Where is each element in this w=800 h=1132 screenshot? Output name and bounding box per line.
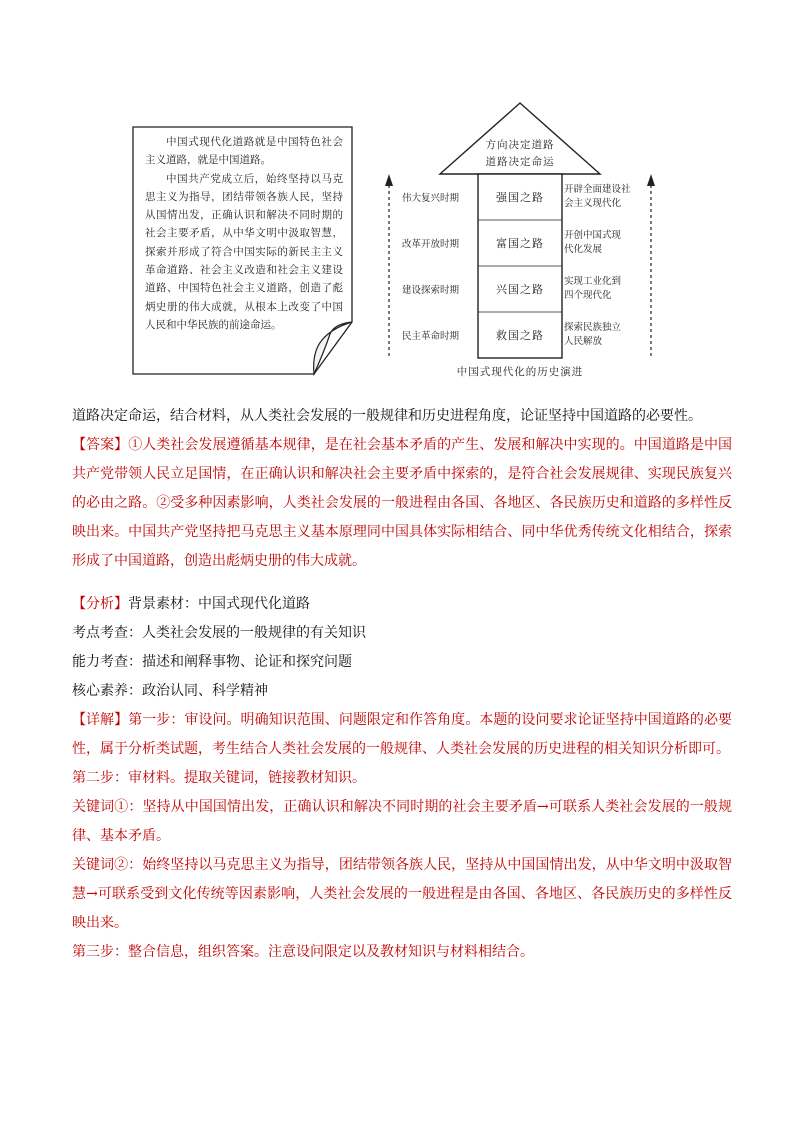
road-label: 强国之路: [496, 191, 544, 204]
goal-label: [564, 275, 644, 303]
analysis-block: [72, 590, 732, 706]
paper-material-text: [145, 133, 343, 334]
detail-keyword1: 关键词①：坚持从中国国情出发，正确认识和解决不同时期的社会主要矛盾→可联系人类社会发展的一般规律、基本矛盾。: [72, 799, 732, 844]
left-arrow-head: [385, 174, 393, 186]
goal-line: 会主义现代化: [564, 198, 622, 209]
analysis-literacy: 核心素养：政治认同、科学精神: [72, 683, 268, 699]
analysis-line: [72, 590, 732, 619]
detail-step2: 第二步：审材料。提取关键词，链接教材知识。: [72, 770, 366, 786]
answer-text: ①人类社会发展遵循基本规律，是在社会基本矛盾的产生、发展和解决中实现的。中国道路是中国共产党带领人民立足国情，在正确认识和解决社会主要矛盾中探索的，是符合社会发展规律、实现民族复兴的必由之路。②受多种因素影响，人类社会发展的一般进程由各国、各地区、各民族历史和道路的多样性反映出来。中国共产党坚持把马克思主义基本原理同中国具体实际相结合、同中华优秀传统文化相结合，探索形成了中国道路，创造出彪炳史册的伟大成就。: [72, 437, 733, 569]
detail-keyword2: 关键词②：始终坚持以马克思主义为指导，团结带领各族人民，坚持从中国国情出发，从中华文明中汲取智慧→可联系受到文化传统等因素影响，人类社会发展的一般进程是由各国、各地区、各民族历史的多样性反映出来。: [72, 857, 732, 931]
goal-line: 人民解放: [564, 336, 603, 347]
roof-line-2: 道路决定命运: [485, 156, 555, 168]
goal-line: 探索民族独立: [564, 322, 622, 333]
detail-step1: [72, 706, 732, 764]
paper-paragraph: 中国式现代化道路就是中国特色社会主义道路，就是中国道路。: [145, 136, 343, 167]
figure-caption: 中国式现代化的历史演进: [456, 366, 584, 378]
goal-line: 代化发展: [564, 244, 603, 255]
detail-step1-text: 第一步：审设问。明确知识范围、问题限定和作答角度。本题的设问要求论证坚持中国道路的必要性，属于分析类试题，考生结合人类社会发展的一般规律、人类社会发展的历史进程的相关知识分析即可。: [72, 712, 733, 757]
question-text: 道路决定命运，结合材料，从人类社会发展的一般规律和历史进程角度，论证坚持中国道路的必要性。: [72, 408, 702, 424]
answer-block: [72, 431, 732, 576]
paper-paragraph: 中国共产党成立后，始终坚持以马克思主义为指导，团结带领各族人民，坚持从国情出发，正确认识和解决不同时期的社会主要矛盾，从中华文明中汲取智慧，探索并形成了符合中国实际的新民主主义革命道路、社会主义改造和社会主义建设道路、中国特色社会主义道路，创造了彪炳史册的伟大成就，从根本上改变了中国人民和中华民族的前途命运。: [145, 172, 343, 331]
period-label: 建设探索时期: [402, 285, 460, 296]
analysis-label: 【分析】: [72, 596, 128, 612]
goal-label: [564, 321, 644, 349]
detail-label: 【详解】: [72, 712, 129, 728]
road-label: 兴国之路: [496, 283, 544, 296]
period-label: 改革开放时期: [402, 239, 460, 250]
period-label: 伟大复兴时期: [402, 193, 460, 204]
goal-line: 开创中国式现: [564, 230, 622, 241]
period-label: 民主革命时期: [402, 331, 460, 342]
road-label: 富国之路: [496, 237, 544, 250]
goal-line: 四个现代化: [564, 290, 612, 301]
analysis-knowledge: 考点考查：人类社会发展的一般规律的有关知识: [72, 625, 366, 641]
goal-label: [564, 229, 644, 257]
roof-line-1: 方向决定道路: [485, 139, 555, 151]
right-arrow-head: [647, 174, 655, 186]
answer-label: 【答案】: [72, 437, 129, 453]
goal-label: [564, 183, 644, 211]
road-label: 救国之路: [496, 329, 544, 342]
goal-line: 实现工业化到: [564, 276, 622, 287]
detail-step3: 第三步：整合信息，组织答案。注意设问限定以及教材知识与材料相结合。: [72, 944, 534, 960]
analysis-ability: 能力考查：描述和阐释事物、论证和探究问题: [72, 654, 352, 670]
analysis-background: 背景素材：中国式现代化道路: [128, 596, 310, 612]
goal-line: 开辟全面建设社: [564, 184, 631, 195]
material-figure: [0, 0, 800, 400]
figure-drawing: [0, 0, 800, 400]
detail-block: [72, 706, 732, 967]
